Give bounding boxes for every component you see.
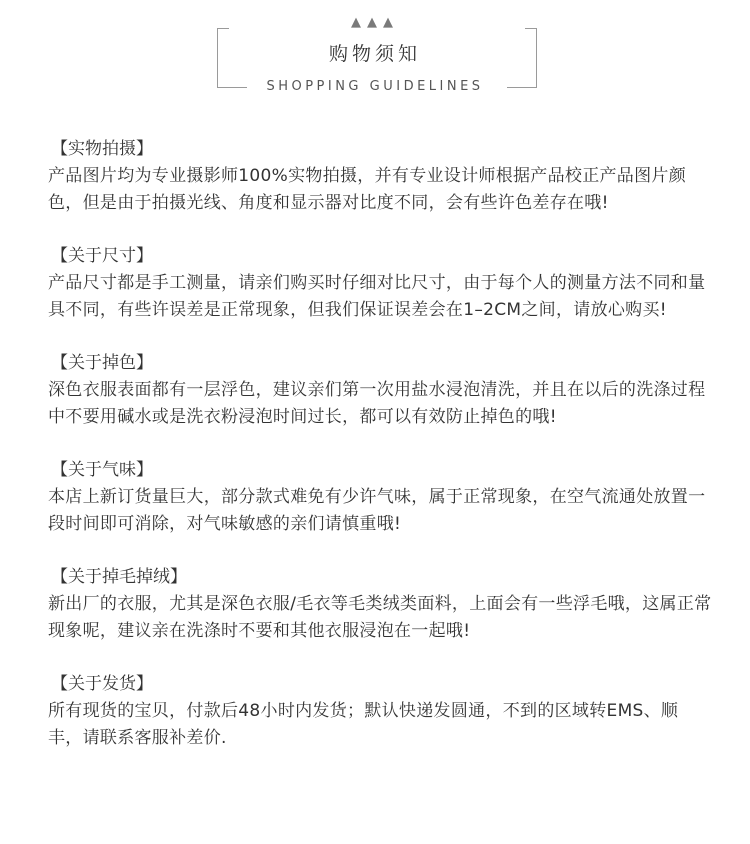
section-body: 产品图片均为专业摄影师100%实物拍摄，并有专业设计师根据产品校正产品图片颜色，但是由于拍摄光线、角度和显示器对比度不同，会有些许色差存在哦! <box>48 166 686 213</box>
section-photography <box>48 136 712 217</box>
triangle-ornament-icon: ▲▲▲ <box>351 15 399 30</box>
section-shedding <box>48 564 712 645</box>
section-title: 【关于掉毛掉绒】 <box>51 567 187 587</box>
section-color-fading <box>48 350 712 431</box>
page-subtitle <box>0 78 750 96</box>
page-title: 购物须知 <box>328 43 421 65</box>
section-title: 【实物拍摄】 <box>51 139 153 159</box>
guidelines-content <box>48 136 712 778</box>
section-odor <box>48 457 712 538</box>
section-body: 深色衣服表面都有一层浮色，建议亲们第一次用盐水浸泡清洗，并且在以后的洗涤过程中不要用碱水或是洗衣粉浸泡时间过长，都可以有效防止掉色的哦! <box>48 380 706 427</box>
section-body: 新出厂的衣服，尤其是深色衣服/毛衣等毛类绒类面料，上面会有一些浮毛哦，这属正常现象呢，建议亲在洗涤时不要和其他衣服浸泡在一起哦! <box>48 594 712 641</box>
page-subtitle-text: SHOPPING GUIDELINES <box>258 79 491 94</box>
section-title: 【关于发货】 <box>51 674 153 694</box>
section-shipping <box>48 671 712 752</box>
section-title: 【关于气味】 <box>51 460 153 480</box>
guidelines-header <box>0 0 750 110</box>
section-body: 本店上新订货量巨大，部分款式难免有少许气味，属于正常现象，在空气流通处放置一段时间即可消除，对气味敏感的亲们请慎重哦! <box>48 487 706 534</box>
section-title: 【关于尺寸】 <box>51 246 153 266</box>
section-size <box>48 243 712 324</box>
section-body: 产品尺寸都是手工测量，请亲们购买时仔细对比尺寸，由于每个人的测量方法不同和量具不同，有些许误差是正常现象，但我们保证误差会在1–2CM之间，请放心购买! <box>48 273 706 320</box>
section-title: 【关于掉色】 <box>51 353 153 373</box>
section-body: 所有现货的宝贝，付款后48小时内发货；默认快递发圆通，不到的区域转EMS、顺丰，请联系客服补差价. <box>48 701 679 748</box>
